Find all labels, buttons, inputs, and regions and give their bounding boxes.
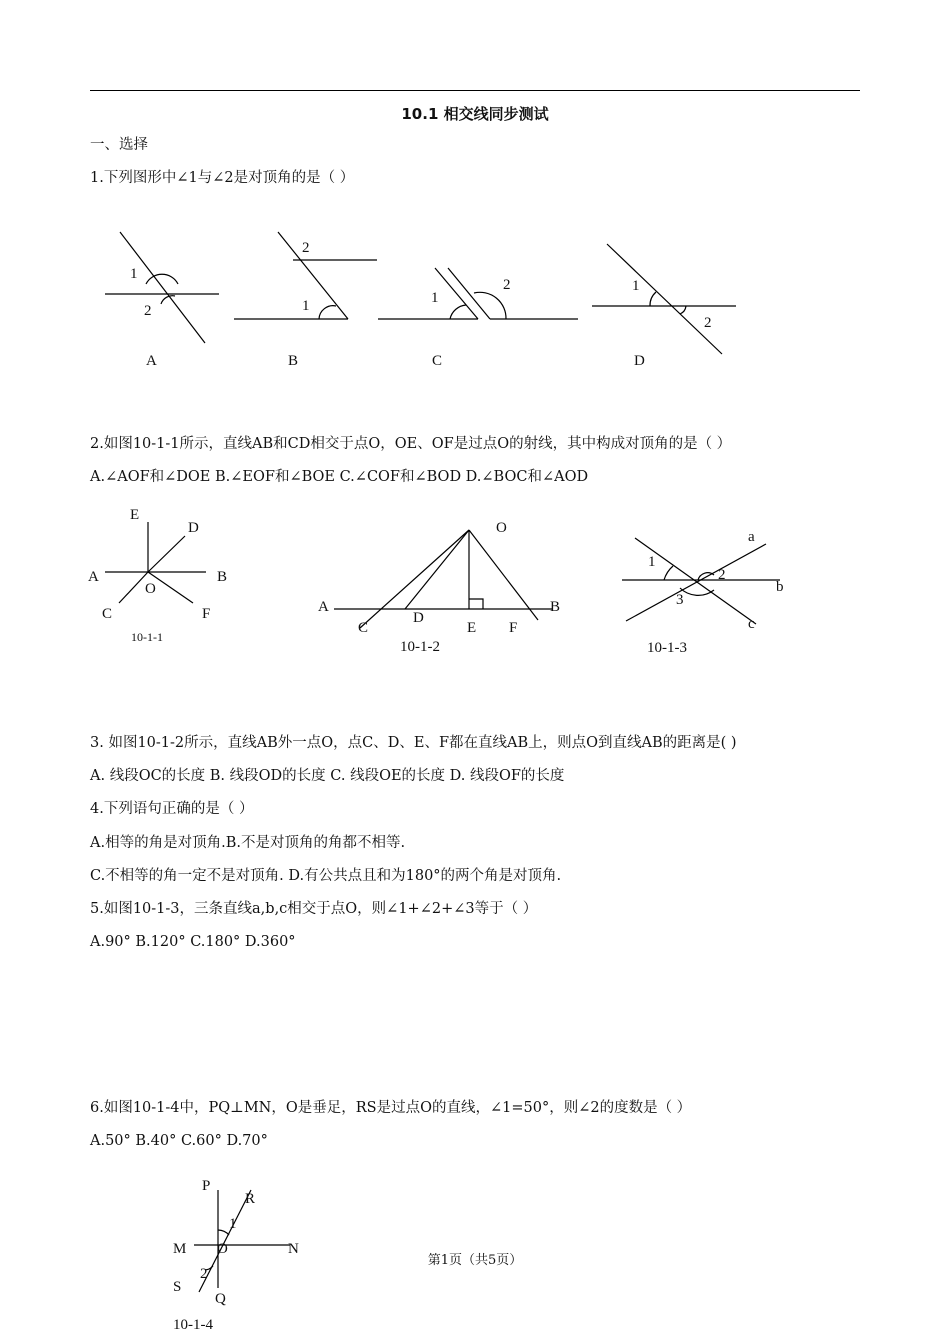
fig1012-label-o: O	[496, 520, 507, 536]
question-1: 1.下列图形中∠1与∠2是对顶角的是（ ）	[90, 170, 355, 186]
fig1011-caption: 10-1-1	[131, 630, 163, 644]
fig1014-label-p: P	[202, 1178, 211, 1194]
question-5-options: A.90° B.120° C.180° D.360°	[90, 934, 296, 950]
fig1014-label-1: 1	[229, 1216, 237, 1232]
fig1014-label-o: O	[217, 1241, 228, 1257]
fig1014-label-q: Q	[215, 1291, 226, 1307]
fig-d-caption: D	[634, 353, 645, 369]
fig1011-label-c: C	[102, 606, 113, 622]
fig1012-label-a: A	[318, 599, 329, 615]
fig1013-label-c: c	[748, 616, 755, 632]
section-heading: 一、选择	[90, 137, 148, 153]
fig-b-caption: B	[288, 353, 299, 369]
figure-10-1-2	[310, 510, 580, 660]
fig-a-angle1: 1	[130, 266, 138, 282]
question-3-options: A. 线段OC的长度 B. 线段OD的长度 C. 线段OE的长度 D. 线段OF的长度	[90, 768, 565, 784]
fig1012-label-c: C	[358, 620, 369, 636]
q1-figures	[90, 220, 770, 380]
fig1011-label-a: A	[88, 569, 99, 585]
question-5: 5.如图10-1-3，三条直线a,b,c相交于点O，则∠1+∠2+∠3等于（ ）	[90, 901, 538, 917]
fig1011-label-d: D	[188, 520, 199, 536]
fig-a-angle2: 2	[144, 303, 152, 319]
fig-b-angle1: 1	[302, 298, 310, 314]
fig-c-angle2: 2	[503, 277, 511, 293]
figure-a	[105, 232, 219, 369]
fig1011-label-e: E	[130, 507, 140, 523]
page-title: 10.1 相交线同步测试	[401, 105, 549, 123]
fig1013-label-1: 1	[648, 554, 656, 570]
figure-d	[592, 244, 736, 369]
fig1012-label-e: E	[467, 620, 477, 636]
fig1013-label-a: a	[748, 529, 755, 545]
fig1011-label-o: O	[145, 581, 156, 597]
fig1013-label-b: b	[776, 579, 784, 595]
figure-c	[378, 268, 578, 369]
question-3: 3. 如图10-1-2所示，直线AB外一点O，点C、D、E、F都在直线AB上，则点O到直线AB的距离是( )	[90, 735, 737, 751]
fig1014-label-m: M	[173, 1241, 187, 1257]
fig1012-label-f: F	[509, 620, 518, 636]
fig-d-angle1: 1	[632, 278, 640, 294]
fig1013-caption: 10-1-3	[647, 640, 687, 656]
fig1014-label-r: R	[245, 1191, 256, 1207]
fig1013-label-2: 2	[718, 567, 726, 583]
fig1014-caption: 10-1-4	[173, 1317, 213, 1333]
question-4-line1: A.相等的角是对顶角.B.不是对顶角的角都不相等.	[90, 835, 406, 851]
question-6-options: A.50° B.40° C.60° D.70°	[90, 1133, 268, 1149]
question-2-options: A.∠AOF和∠DOE B.∠EOF和∠BOE C.∠COF和∠BOD D.∠BOC和∠AOD	[90, 469, 589, 485]
figure-10-1-3	[610, 520, 820, 665]
fig1011-label-f: F	[202, 606, 211, 622]
fig1014-label-2: 2	[200, 1266, 208, 1282]
fig1011-label-b: B	[217, 569, 228, 585]
figure-b	[234, 232, 377, 369]
fig1013-label-3: 3	[676, 592, 684, 608]
question-2: 2.如图10-1-1所示，直线AB和CD相交于点O，OE、OF是过点O的射线，其中构成对顶角的是（ ）	[90, 436, 732, 452]
fig-a-caption: A	[146, 353, 157, 369]
question-6: 6.如图10-1-4中，PQ⊥MN，O是垂足，RS是过点O的直线，∠1=50°，则∠2的度数是（ ）	[90, 1100, 692, 1116]
fig-c-caption: C	[432, 353, 443, 369]
fig1014-label-n: N	[288, 1241, 299, 1257]
fig1014-label-s: S	[173, 1279, 182, 1295]
fig-c-angle1: 1	[431, 290, 439, 306]
header-rule	[90, 90, 860, 91]
question-4-line2: C.不相等的角一定不是对顶角. D.有公共点且和为180°的两个角是对顶角.	[90, 868, 562, 884]
page-footer: 第1页（共5页）	[427, 1253, 523, 1268]
fig-d-angle2: 2	[704, 315, 712, 331]
fig-b-angle2: 2	[302, 240, 310, 256]
fig1012-caption: 10-1-2	[400, 639, 440, 655]
fig1012-label-d: D	[413, 610, 424, 626]
figure-10-1-1	[85, 500, 245, 650]
question-4: 4.下列语句正确的是（ ）	[90, 801, 254, 817]
fig1012-label-b: B	[550, 599, 561, 615]
